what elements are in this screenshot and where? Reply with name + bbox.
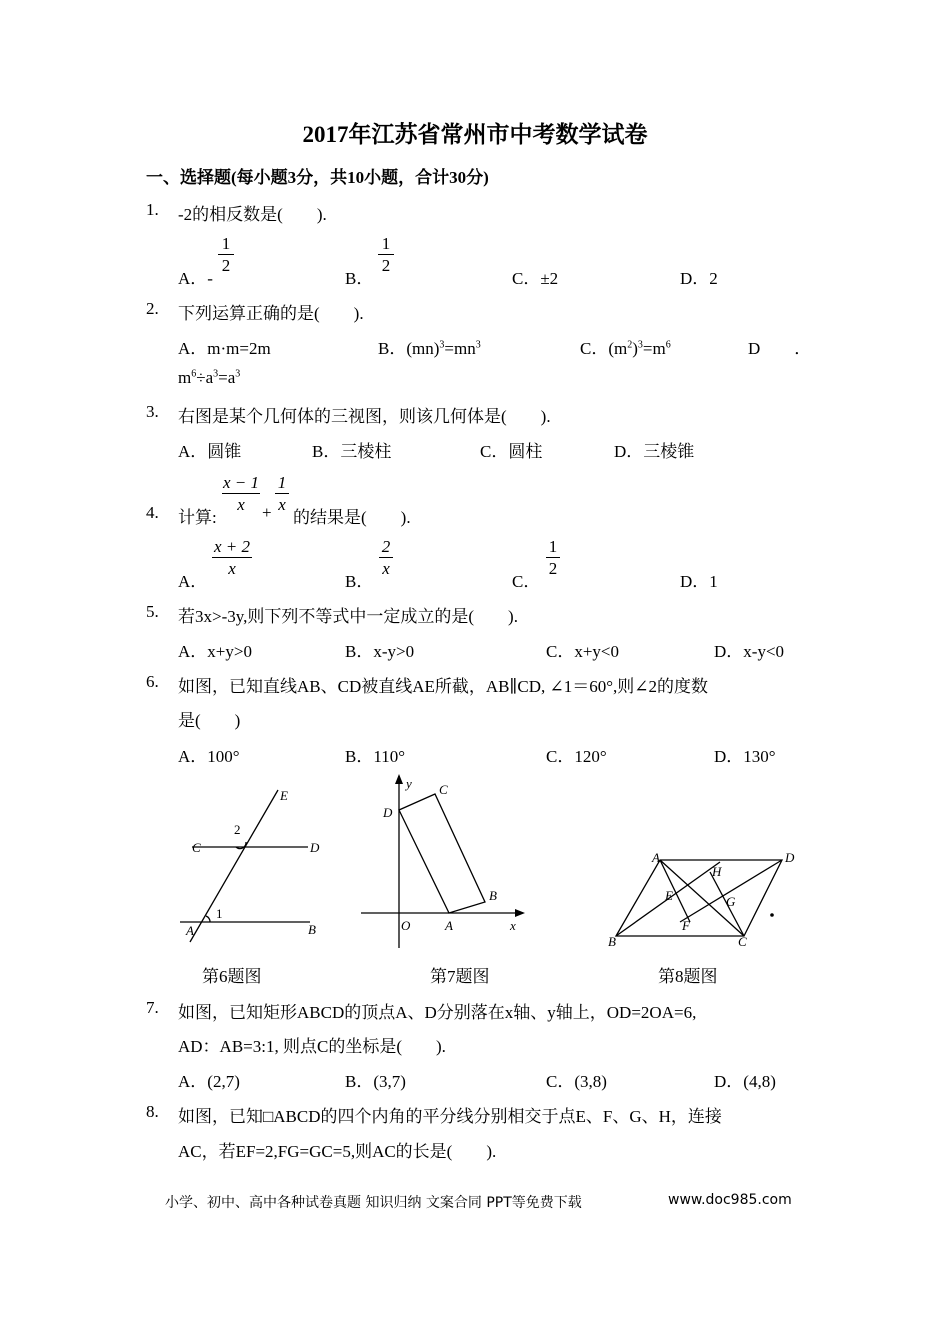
exponent: 2 [627,339,633,351]
option-c [580,334,671,359]
option-a: A．圆锥 [178,442,242,461]
label-c: C [192,840,201,855]
fraction [222,474,260,513]
option-a: A．(2,7) [178,1072,240,1091]
exponent: 3 [235,368,241,380]
question-stem: 如图，已知□ABCD的四个内角的平分线分别相交于点E、F、G、H，连接 [178,1107,722,1126]
option-a: A．- [178,269,213,288]
option-a: A．x+y>0 [178,642,252,661]
text: ) [632,339,638,358]
option-c: C．120° [546,747,607,766]
footer-text: 小学、初中、高中各种试卷真题 知识归纳 文案合同 PPT等免费下载 [165,1195,582,1211]
question-number: 6. [146,672,159,691]
label-angle-1: 1 [216,906,223,921]
exponent: 3 [439,339,445,351]
label-g: G [726,894,736,909]
label-e: E [665,888,673,903]
denominator: 2 [548,559,558,578]
option-d: D．1 [680,572,718,591]
option-d: D．2 [680,269,718,288]
option-b: B．x-y>0 [345,642,415,661]
question-number: 7. [146,998,159,1017]
numerator: 2 [381,537,391,556]
numerator: 1 [548,537,558,556]
denominator: x [237,495,245,514]
parallelogram-abcd [616,860,782,936]
page-title: 2017年江苏省常州市中考数学试卷 [302,122,648,147]
numerator: 1 [277,473,287,492]
question-stem: 如图，已知直线AB、CD被直线AE所截，AB∥CD, ∠1＝60°,则∠2的度数 [178,677,709,696]
question-number: 3. [146,402,159,421]
question-stem: 如图，已知矩形ABCD的顶点A、D分别落在x轴、y轴上，OD=2OA=6, [178,1003,697,1022]
label-b: B [608,934,616,949]
option-c: C．±2 [512,269,559,288]
label-e: E [280,788,288,803]
question-stem: 右图是某个几何体的三视图，则该几何体是( ). [178,407,551,426]
exponent: 6 [191,368,197,380]
x-axis-arrow [515,909,525,917]
label-d: D [383,805,393,820]
text: B．(mn) [378,339,440,358]
denominator: x [228,559,236,578]
option-c: C．(3,8) [546,1072,607,1091]
fraction [546,538,560,577]
text: =m [642,339,666,358]
fraction [379,538,393,577]
figure-8 [600,842,820,952]
label-b: B [308,922,316,937]
label-a: A [445,918,453,933]
label-d: D [310,840,320,855]
option-d: D．130° [714,747,776,766]
text: =mn [444,339,476,358]
option-c: C．x+y<0 [546,642,620,661]
numerator: x − 1 [222,473,260,492]
figure-7 [355,772,530,952]
question-stem-suffix: 的结果是( ). [293,508,411,527]
option-d: D ． [748,339,812,358]
label-c: C [439,782,448,797]
option-a: A． [178,572,208,591]
label-o: O [401,918,411,933]
option-a: A．100° [178,747,240,766]
question-stem: 若3x>-3y,则下列不等式中一定成立的是( ). [178,607,518,626]
option-b: B．(3,7) [345,1072,406,1091]
label-x: x [510,918,516,933]
question-number: 1. [146,200,159,219]
question-number: 4. [146,503,159,522]
text: =a [218,368,236,387]
label-y: y [406,776,412,791]
figure-6 [170,780,330,950]
option-b [378,334,481,359]
text: C．(m [580,339,628,358]
question-number: 5. [146,602,159,621]
fraction [275,474,289,513]
figure-8-caption: 第8题图 [658,967,718,986]
rectangle-abcd [399,794,485,913]
option-d: D．x-y<0 [714,642,785,661]
y-axis-arrow [395,774,403,784]
option-b: B．110° [345,747,406,766]
option-c: C．圆柱 [480,442,543,461]
fraction [212,538,252,577]
option-d: D．(4,8) [714,1072,776,1091]
label-f: F [682,918,690,933]
exponent: 3 [213,368,219,380]
question-stem-continued: 是( ) [178,711,241,730]
exponent: 3 [637,339,643,351]
footer-url[interactable]: www.doc985.com [668,1192,792,1208]
label-d: D [785,850,795,865]
label-a: A [186,923,194,938]
section-heading: 一、选择题(每小题3分，共10小题，合计30分) [146,168,489,187]
label-c: C [738,934,747,949]
denominator: x [278,495,286,514]
option-b: B． [345,269,374,288]
question-number: 2. [146,299,159,318]
line-ae [190,790,278,942]
option-d: D．三棱锥 [614,442,695,461]
option-c: C． [512,572,541,591]
label-b: B [489,888,497,903]
question-stem: -2的相反数是( ). [178,205,327,224]
option-d-continued [178,368,240,388]
question-number: 8. [146,1102,159,1121]
dot [770,913,774,917]
fraction [378,235,394,274]
question-stem-continued: AD：AB=3:1, 则点C的坐标是( ). [178,1037,446,1056]
text: m [178,368,192,387]
numerator: x + 2 [213,537,251,556]
plus-sign: + [262,503,272,522]
option-b: B．三棱柱 [312,442,392,461]
denominator: 2 [381,256,391,275]
text: ÷a [196,368,214,387]
exponent: 6 [665,339,671,351]
option-b: B． [345,572,374,591]
exponent: 3 [475,339,481,351]
label-angle-2: 2 [234,822,241,837]
question-stem-continued: AC，若EF=2,FG=GC=5,则AC的长是( ). [178,1142,497,1161]
denominator: x [382,559,390,578]
question-stem: 下列运算正确的是( ). [178,304,364,323]
figure-6-caption: 第6题图 [202,967,262,986]
denominator: 2 [221,256,231,275]
angle-1-arc [206,916,210,922]
figure-7-caption: 第7题图 [430,967,490,986]
label-h: H [712,864,722,879]
label-a: A [652,850,660,865]
question-stem-prefix: 计算: [178,508,217,527]
fraction [218,235,234,274]
numerator: 1 [221,234,231,253]
numerator: 1 [381,234,391,253]
option-a: A．m·m=2m [178,339,271,358]
